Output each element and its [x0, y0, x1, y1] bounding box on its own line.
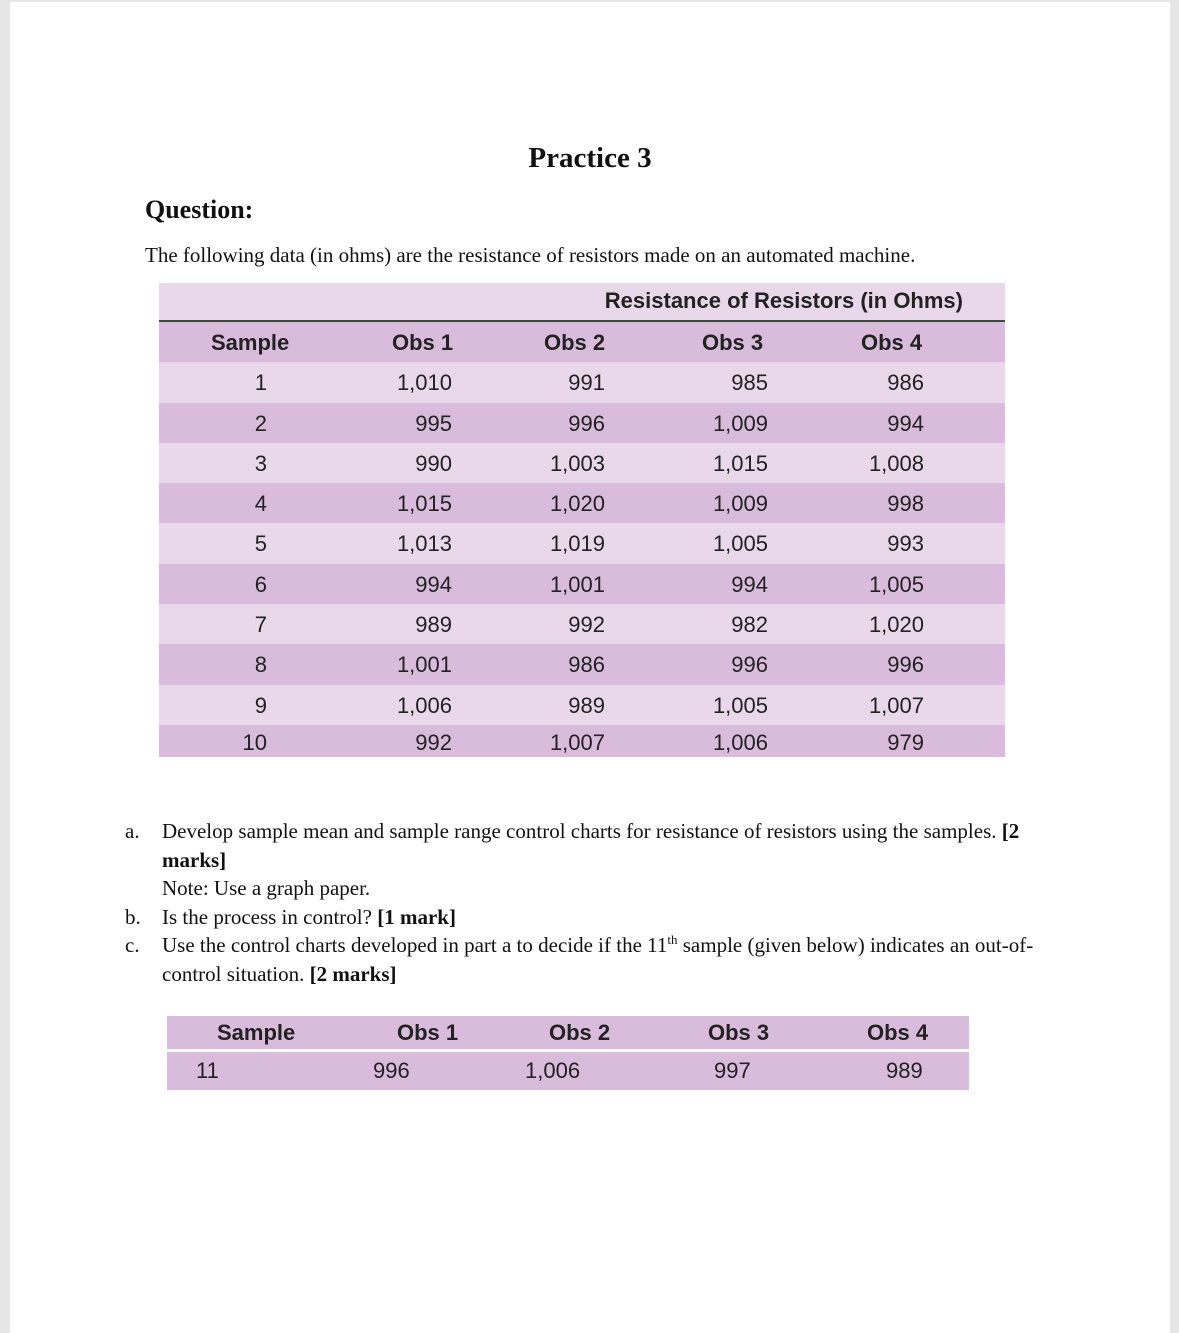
cell-obs2: 996	[568, 410, 605, 436]
cell-obs1: 994	[415, 571, 452, 597]
cell-obs2: 991	[568, 370, 605, 396]
table2-header-obs4: Obs 4	[867, 1020, 929, 1045]
header-obs4: Obs 4	[861, 330, 923, 355]
table-row	[159, 644, 1005, 684]
table-row	[159, 604, 1005, 644]
sample-11-table	[167, 1016, 969, 1090]
question-a-text: Develop sample mean and sample range control charts for resistance of resistors using the samples.	[162, 819, 997, 843]
table-caption-row	[159, 283, 1005, 322]
table-row	[159, 523, 1005, 563]
cell-sample: 4	[254, 491, 267, 517]
cell-obs3: 994	[731, 571, 768, 597]
cell-obs4: 1,007	[868, 692, 924, 718]
table2-cell-obs4: 989	[886, 1058, 923, 1083]
question-a-marks: [2 marks]	[162, 819, 1020, 872]
question-a-label: a.	[125, 819, 140, 843]
question-b-marks: [1 mark]	[377, 904, 456, 929]
question-b-text: Is the process in control?	[162, 904, 372, 929]
cell-obs4: 986	[887, 370, 924, 396]
cell-obs1: 992	[415, 729, 452, 755]
cell-obs3: 1,006	[712, 729, 768, 755]
cell-obs1: 995	[415, 410, 452, 436]
cell-sample: 1	[254, 370, 267, 396]
table-caption: Resistance of Resistors (in Ohms)	[604, 288, 963, 313]
table2-header-row	[167, 1016, 969, 1049]
cell-obs1: 989	[415, 612, 452, 638]
header-obs2: Obs 2	[544, 330, 606, 355]
document-page	[10, 2, 1170, 1333]
cell-obs3: 996	[731, 652, 768, 678]
cell-obs4: 1,020	[868, 612, 924, 638]
table-row	[159, 403, 1005, 443]
cell-obs2: 992	[568, 612, 605, 638]
cell-obs4: 996	[887, 652, 924, 678]
question-a	[125, 817, 1045, 903]
cell-obs2: 1,019	[549, 531, 605, 557]
question-c	[125, 931, 1045, 988]
cell-obs2: 986	[568, 652, 605, 678]
cell-sample: 7	[254, 612, 267, 638]
question-heading: Question:	[145, 195, 254, 224]
cell-obs2: 989	[568, 692, 605, 718]
table2-cell-obs1: 996	[373, 1058, 410, 1083]
cell-obs1: 1,001	[396, 652, 452, 678]
table2-header-sample: Sample	[217, 1020, 296, 1045]
cell-obs2: 1,001	[549, 571, 605, 597]
cell-sample: 9	[254, 692, 267, 718]
table-row	[159, 362, 1005, 402]
cell-sample: 6	[254, 571, 267, 597]
question-c-superscript: th	[667, 932, 678, 947]
cell-obs3: 1,009	[712, 410, 768, 436]
cell-obs4: 1,005	[868, 571, 924, 597]
table2-header-obs3: Obs 3	[708, 1020, 770, 1045]
table2-header-obs2: Obs 2	[549, 1020, 611, 1045]
cell-sample: 8	[254, 652, 267, 678]
question-c-text-1: Use the control charts developed in part a to decide if the 11	[162, 933, 668, 957]
table-row	[159, 483, 1005, 523]
table2-cell-obs2: 1,006	[525, 1058, 581, 1083]
table-header-row	[159, 322, 1005, 362]
cell-obs2: 1,020	[549, 491, 605, 517]
table2-cell-sample: 11	[196, 1058, 219, 1083]
table2-row	[167, 1052, 969, 1090]
cell-obs3: 982	[731, 612, 768, 638]
table2-header-obs1: Obs 1	[397, 1020, 459, 1045]
cell-obs1: 1,006	[396, 692, 452, 718]
question-c-marks: [2 marks]	[309, 961, 397, 986]
cell-obs4: 994	[887, 410, 924, 436]
page-title: Practice 3	[528, 142, 652, 174]
header-sample: Sample	[211, 330, 290, 355]
table-row	[159, 725, 1005, 757]
intro-text: The following data (in ohms) are the resistance of resistors made on an automated machine.	[145, 243, 916, 267]
cell-obs1: 1,015	[396, 491, 452, 517]
cell-obs1: 1,010	[396, 370, 452, 396]
cell-obs3: 1,005	[712, 692, 768, 718]
cell-obs3: 1,015	[712, 450, 768, 476]
table-row	[159, 443, 1005, 483]
cell-obs1: 1,013	[396, 531, 452, 557]
header-obs1: Obs 1	[392, 330, 454, 355]
cell-obs3: 985	[731, 370, 768, 396]
cell-obs1: 990	[415, 450, 452, 476]
cell-obs4: 979	[887, 729, 924, 755]
cell-obs3: 1,005	[712, 531, 768, 557]
question-c-label: c.	[125, 933, 140, 957]
cell-sample: 2	[254, 410, 267, 436]
cell-obs2: 1,003	[549, 450, 605, 476]
question-a-note: Note: Use a graph paper.	[162, 876, 371, 900]
table2-cell-obs3: 997	[714, 1058, 751, 1083]
table-row	[159, 685, 1005, 725]
question-list	[125, 817, 1045, 988]
header-obs3: Obs 3	[702, 330, 764, 355]
cell-sample: 5	[254, 531, 267, 557]
cell-obs3: 1,009	[712, 491, 768, 517]
question-b-label: b.	[125, 904, 141, 929]
cell-obs4: 993	[887, 531, 924, 557]
question-c-text-2: sample (given below) indicates an out-of-control situation.	[162, 933, 1034, 986]
cell-obs4: 998	[887, 491, 924, 517]
cell-obs4: 1,008	[868, 450, 924, 476]
resistance-table	[159, 283, 1005, 757]
cell-sample: 3	[254, 450, 267, 476]
cell-obs2: 1,007	[549, 729, 605, 755]
cell-sample: 10	[242, 729, 267, 755]
table-row	[159, 564, 1005, 604]
question-b	[125, 903, 1045, 932]
